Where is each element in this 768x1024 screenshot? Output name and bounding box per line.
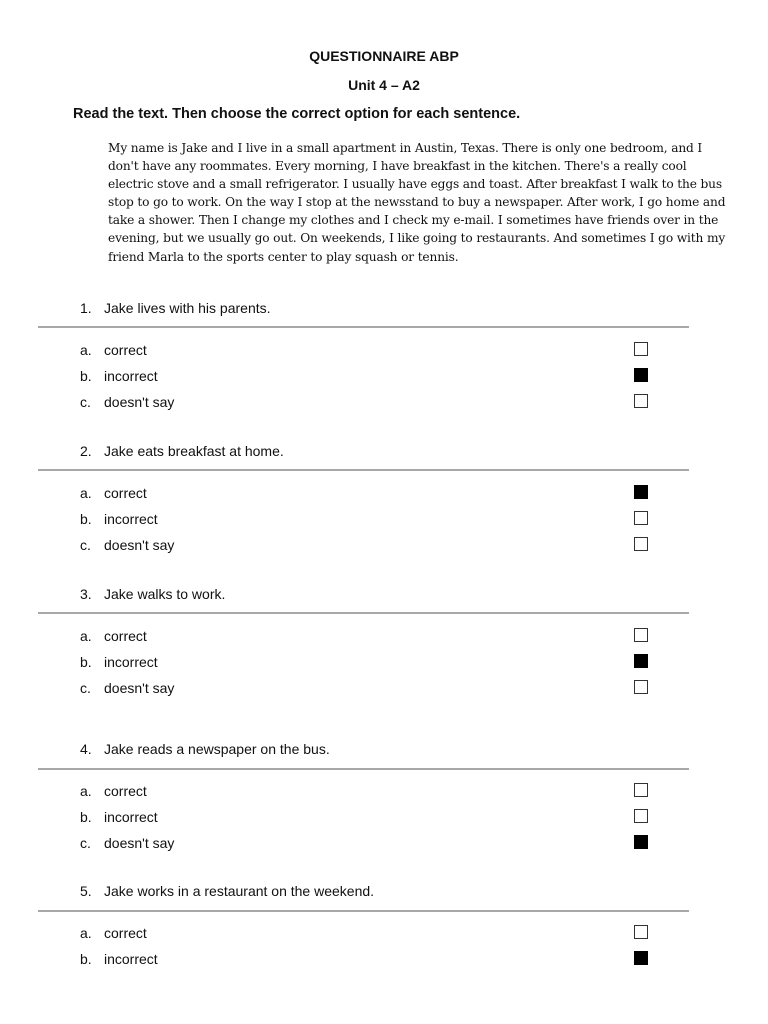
- question-text: Jake eats breakfast at home.: [104, 443, 284, 459]
- option-letter: b.: [80, 809, 92, 825]
- option-label: incorrect: [104, 809, 158, 825]
- option-label: incorrect: [104, 951, 158, 967]
- option-label: correct: [104, 925, 147, 941]
- checkbox[interactable]: [634, 394, 648, 408]
- option-c[interactable]: [0, 394, 768, 414]
- option-label: doesn't say: [104, 680, 175, 696]
- option-label: incorrect: [104, 511, 158, 527]
- question-number: 3.: [80, 586, 92, 602]
- option-letter: b.: [80, 511, 92, 527]
- checkbox[interactable]: [634, 628, 648, 642]
- option-letter: c.: [80, 835, 91, 851]
- option-label: doesn't say: [104, 537, 175, 553]
- checkbox[interactable]: [634, 783, 648, 797]
- option-label: correct: [104, 342, 147, 358]
- page-title: QUESTIONNAIRE ABP: [309, 48, 459, 64]
- option-b[interactable]: [0, 511, 768, 531]
- checkbox[interactable]: [634, 809, 648, 823]
- question-divider: [38, 768, 689, 770]
- option-b[interactable]: [0, 654, 768, 674]
- checkbox[interactable]: [634, 654, 648, 668]
- option-label: doesn't say: [104, 394, 175, 410]
- option-label: doesn't say: [104, 835, 175, 851]
- checkbox[interactable]: [634, 511, 648, 525]
- option-c[interactable]: [0, 835, 768, 855]
- checkbox[interactable]: [634, 951, 648, 965]
- option-letter: a.: [80, 783, 92, 799]
- option-c[interactable]: [0, 680, 768, 700]
- question-text: Jake works in a restaurant on the weekend.: [104, 883, 375, 899]
- option-b[interactable]: [0, 809, 768, 829]
- option-letter: c.: [80, 394, 91, 410]
- question-divider: [38, 326, 689, 328]
- option-letter: b.: [80, 951, 92, 967]
- option-letter: b.: [80, 368, 92, 384]
- checkbox[interactable]: [634, 537, 648, 551]
- checkbox[interactable]: [634, 485, 648, 499]
- option-letter: b.: [80, 654, 92, 670]
- reading-passage: My name is Jake and I live in a small apartment in Austin, Texas. There is only one bedroom, and I don't have any roommates. Every morning, I have breakfast in the kitchen. There's a really cool electric stove and a small refrigerator. I usually have eggs and toast. After breakfast I walk to the bus stop to go to work. On the way I stop at the newsstand to buy a newspaper. After work, I go home and take a shower. Then I change my clothes and I check my e-mail. I sometimes have friends over in the evening, but we usually go out. On weekends, I like going to restaurants. And sometimes I go with my friend Marla to the sports center to play squash or tennis.: [108, 141, 726, 264]
- option-b[interactable]: [0, 951, 768, 971]
- option-a[interactable]: [0, 783, 768, 803]
- question-number: 4.: [80, 741, 92, 757]
- option-b[interactable]: [0, 368, 768, 388]
- instructions: Read the text. Then choose the correct option for each sentence.: [73, 106, 521, 122]
- option-label: correct: [104, 783, 147, 799]
- option-a[interactable]: [0, 628, 768, 648]
- checkbox[interactable]: [634, 835, 648, 849]
- option-label: correct: [104, 628, 147, 644]
- option-letter: c.: [80, 537, 91, 553]
- question-number: 2.: [80, 443, 92, 459]
- option-letter: a.: [80, 485, 92, 501]
- option-letter: a.: [80, 628, 92, 644]
- option-c[interactable]: [0, 537, 768, 557]
- question-number: 5.: [80, 883, 92, 899]
- question-text: Jake walks to work.: [104, 586, 226, 602]
- question-text: Jake lives with his parents.: [104, 300, 271, 316]
- option-a[interactable]: [0, 342, 768, 362]
- option-label: incorrect: [104, 654, 158, 670]
- question-number: 1.: [80, 300, 92, 316]
- unit-subtitle: Unit 4 – A2: [348, 77, 420, 93]
- checkbox[interactable]: [634, 342, 648, 356]
- question-divider: [38, 910, 689, 912]
- option-label: correct: [104, 485, 147, 501]
- option-letter: c.: [80, 680, 91, 696]
- question-divider: [38, 469, 689, 471]
- option-letter: a.: [80, 342, 92, 358]
- option-a[interactable]: [0, 925, 768, 945]
- checkbox[interactable]: [634, 680, 648, 694]
- question-divider: [38, 612, 689, 614]
- checkbox[interactable]: [634, 368, 648, 382]
- option-a[interactable]: [0, 485, 768, 505]
- option-letter: a.: [80, 925, 92, 941]
- option-label: incorrect: [104, 368, 158, 384]
- checkbox[interactable]: [634, 925, 648, 939]
- question-text: Jake reads a newspaper on the bus.: [104, 741, 330, 757]
